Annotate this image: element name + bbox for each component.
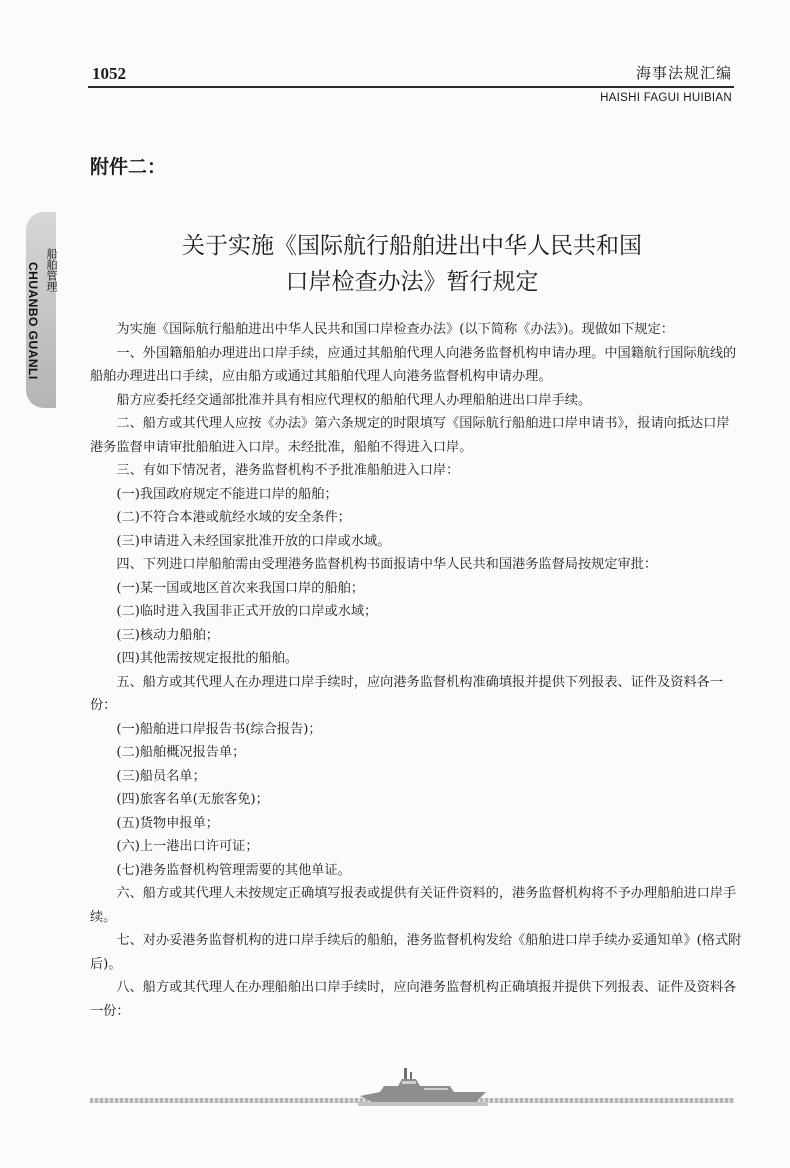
ship-illustration: [358, 1062, 488, 1106]
clause-2: 二、船方或其代理人应按《办法》第六条规定的时限填写《国际航行船舶进口岸申请书》，报请向抵达口岸港务监督申请审批船舶进入口岸。未经批准，船舶不得进入口岸。: [90, 416, 730, 455]
list-item: (七)港务监督机构管理需要的其他单证。: [116, 862, 351, 878]
title-line-2: 口岸检查办法》暂行规定: [285, 269, 539, 295]
list-item: (一)船舶进口岸报告书(综合报告)；: [116, 721, 322, 737]
list-item: (四)其他需按规定报批的船舶。: [116, 651, 299, 666]
list-item: (二)临时进入我国非正式开放的口岸或水域；: [116, 604, 378, 619]
clause-3: 三、有如下情况者，港务监督机构不予批准船舶进入口岸：: [116, 463, 460, 478]
list-item: (一)某一国或地区首次来我国口岸的船舶；: [116, 580, 365, 596]
title-line-1: 关于实施《国际航行船舶进出中华人民共和国: [182, 233, 642, 259]
book-title-pinyin: HAISHI FAGUI HUIBIAN: [600, 92, 732, 104]
list-item: (二)船舶概况报告单；: [116, 745, 246, 760]
list-item: (一)我国政府规定不能进口岸的船舶；: [116, 486, 338, 502]
list-item: (二)不符合本港或航经水域的安全条件；: [116, 510, 351, 525]
clause-6: 六、船方或其代理人未按规定正确填写报表或提供有关证件资料的，港务监督机构将不予办理船舶进口岸手续。: [90, 886, 737, 925]
clause-7: 七、对办妥港务监督机构的进口岸手续后的船舶，港务监督机构发给《船舶进口岸手续办妥通知单》(格式附后)。: [90, 933, 742, 972]
document-body: [90, 318, 742, 1023]
clause-4: 四、下列进口岸船舶需由受理港务监督机构书面报请中华人民共和国港务监督局按规定审批：: [116, 557, 658, 572]
clause-1-note: 船方应委托经交通部批准并具有相应代理权的船舶代理人办理船舶进出口岸手续。: [116, 392, 592, 408]
header-rule: [88, 86, 734, 88]
document-title: [90, 228, 734, 300]
side-section-label-cn: 船舶管理: [45, 248, 58, 292]
clause-8: 八、船方或其代理人在办理船舶出口岸手续时，应向港务监督机构正确填报并提供下列报表、证件及资料各一份：: [90, 980, 737, 1019]
page-number: 1052: [92, 64, 126, 83]
list-item: (四)旅客名单(无旅客免)；: [116, 792, 269, 807]
clause-5: 五、船方或其代理人在办理进口岸手续时，应向港务监督机构准确填报并提供下列报表、证件及资料各一份：: [90, 674, 724, 713]
book-title: 海事法规汇编: [635, 64, 732, 82]
list-item: (三)申请进入未经国家批准开放的口岸或水域。: [116, 533, 391, 549]
clause-1: 一、外国籍船舶办理进出口岸手续，应通过其船舶代理人向港务监督机构申请办理。中国籍航行国际航线的船舶办理进出口手续，应由船方或通过其船舶代理人向港务监督机构申请办理。: [90, 345, 737, 384]
list-item: (五)货物申报单；: [116, 815, 219, 831]
list-item: (三)船员名单；: [116, 768, 206, 784]
side-section-label-en: CHUANBO GUANLI: [26, 262, 40, 380]
list-item: (六)上一港出口许可证；: [116, 839, 259, 854]
intro-paragraph: 为实施《国际航行船舶进出中华人民共和国口岸检查办法》(以下简称《办法》)。现做如下规定：: [116, 322, 674, 337]
list-item: (三)核动力船舶；: [116, 627, 219, 643]
attachment-label: 附件二：: [90, 156, 167, 178]
